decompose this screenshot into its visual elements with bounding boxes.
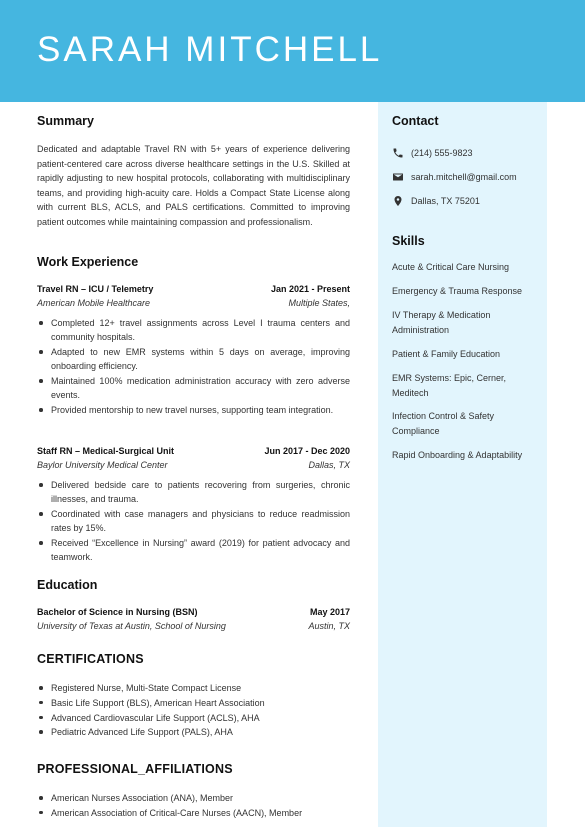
email-icon <box>392 171 404 183</box>
list-item: Advanced Cardiovascular Life Support (ACLS), AHA <box>37 711 350 725</box>
degree: Bachelor of Science in Nursing (BSN) <box>37 607 198 617</box>
location-text: Dallas, TX 75201 <box>411 196 480 206</box>
summary-text: Dedicated and adaptable Travel RN with 5+ years of experience delivering patient-centered care across diverse healthcare settings in the U.S. Skilled at rapidly adjusting to new hospital protocols, collaborating with multidisciplinary teams, and providing high-acuity care. Holds a Compact State License along with current BLS, ACLS, and PALS certifications. Committed to improving patient outcomes while maintaining compassion and professionalism. <box>37 144 350 227</box>
job-entry <box>37 444 350 565</box>
skills-heading: Skills <box>392 234 425 248</box>
job-employer: Baylor University Medical Center <box>37 460 168 470</box>
job-bullets <box>37 316 350 418</box>
header-banner <box>0 0 585 102</box>
location-pin-icon <box>392 195 404 207</box>
list-item: American Nurses Association (ANA), Member <box>37 791 350 805</box>
list-item: Pediatric Advanced Life Support (PALS), AHA <box>37 725 350 739</box>
sidebar <box>378 102 547 827</box>
list-item: Adapted to new EMR systems within 5 days on average, improving onboarding efficiency. <box>37 345 350 374</box>
affiliation-bullets <box>37 791 350 820</box>
job-location: Multiple States, <box>288 298 350 308</box>
list-item: Received “Excellence in Nursing” award (2019) for patient advocacy and teamwork. <box>37 536 350 565</box>
list-item: American Association of Critical-Care Nurses (AACN), Member <box>37 806 350 820</box>
affiliations-heading: PROFESSIONAL_AFFILIATIONS <box>37 762 233 776</box>
job-location: Dallas, TX <box>308 460 350 470</box>
job-dates: Jun 2017 - Dec 2020 <box>264 446 350 456</box>
school: University of Texas at Austin, School of Nursing <box>37 621 226 631</box>
list-item: Completed 12+ travel assignments across Level I trauma centers and community hospitals. <box>37 316 350 345</box>
job-employer: American Mobile Healthcare <box>37 298 151 308</box>
contact-location <box>392 195 480 207</box>
skill-item: Rapid Onboarding & Adaptability <box>392 450 523 460</box>
affiliations-list <box>37 785 350 821</box>
list-item: Delivered bedside care to patients recovering from surgeries, chronic illnesses, and trauma. <box>37 478 350 507</box>
contact-phone <box>392 147 473 159</box>
job-title: Staff RN – Medical-Surgical Unit <box>37 446 175 456</box>
certifications-list <box>37 675 350 740</box>
education-entry <box>37 605 350 633</box>
contact-heading: Contact <box>392 114 439 128</box>
experience-heading: Work Experience <box>37 255 139 269</box>
skill-item: Acute & Critical Care Nursing <box>392 262 510 272</box>
summary-heading: Summary <box>37 114 94 128</box>
certifications-heading: CERTIFICATIONS <box>37 652 144 666</box>
contact-email <box>392 171 517 183</box>
phone-text: (214) 555-9823 <box>411 148 473 158</box>
job-dates: Jan 2021 - Present <box>270 284 350 294</box>
candidate-name: SARAH MITCHELL <box>37 30 383 69</box>
list-item: Maintained 100% medication administration accuracy with zero adverse events. <box>37 374 350 403</box>
list-item: Provided mentorship to new travel nurses, supporting team integration. <box>37 403 350 417</box>
list-item: Coordinated with case managers and physicians to reduce readmission rates by 15%. <box>37 507 350 536</box>
school-location: Austin, TX <box>308 621 350 631</box>
education-heading: Education <box>37 578 98 592</box>
skill-item: IV Therapy & Medication Administration <box>392 310 491 335</box>
certification-bullets <box>37 681 350 740</box>
list-item: Basic Life Support (BLS), American Heart Association <box>37 696 350 710</box>
job-bullets <box>37 478 350 565</box>
skill-item: EMR Systems: Epic, Cerner, Meditech <box>392 373 507 398</box>
email-text[interactable]: sarah.mitchell@gmail.com <box>411 172 517 182</box>
list-item: Registered Nurse, Multi-State Compact License <box>37 681 350 695</box>
skill-item: Emergency & Trauma Response <box>392 286 523 296</box>
skill-item: Patient & Family Education <box>392 349 501 359</box>
phone-icon <box>392 147 404 159</box>
job-entry <box>37 282 350 418</box>
skill-item: Infection Control & Safety Compliance <box>392 411 495 436</box>
job-title: Travel RN – ICU / Telemetry <box>37 284 154 294</box>
degree-date: May 2017 <box>309 607 350 617</box>
